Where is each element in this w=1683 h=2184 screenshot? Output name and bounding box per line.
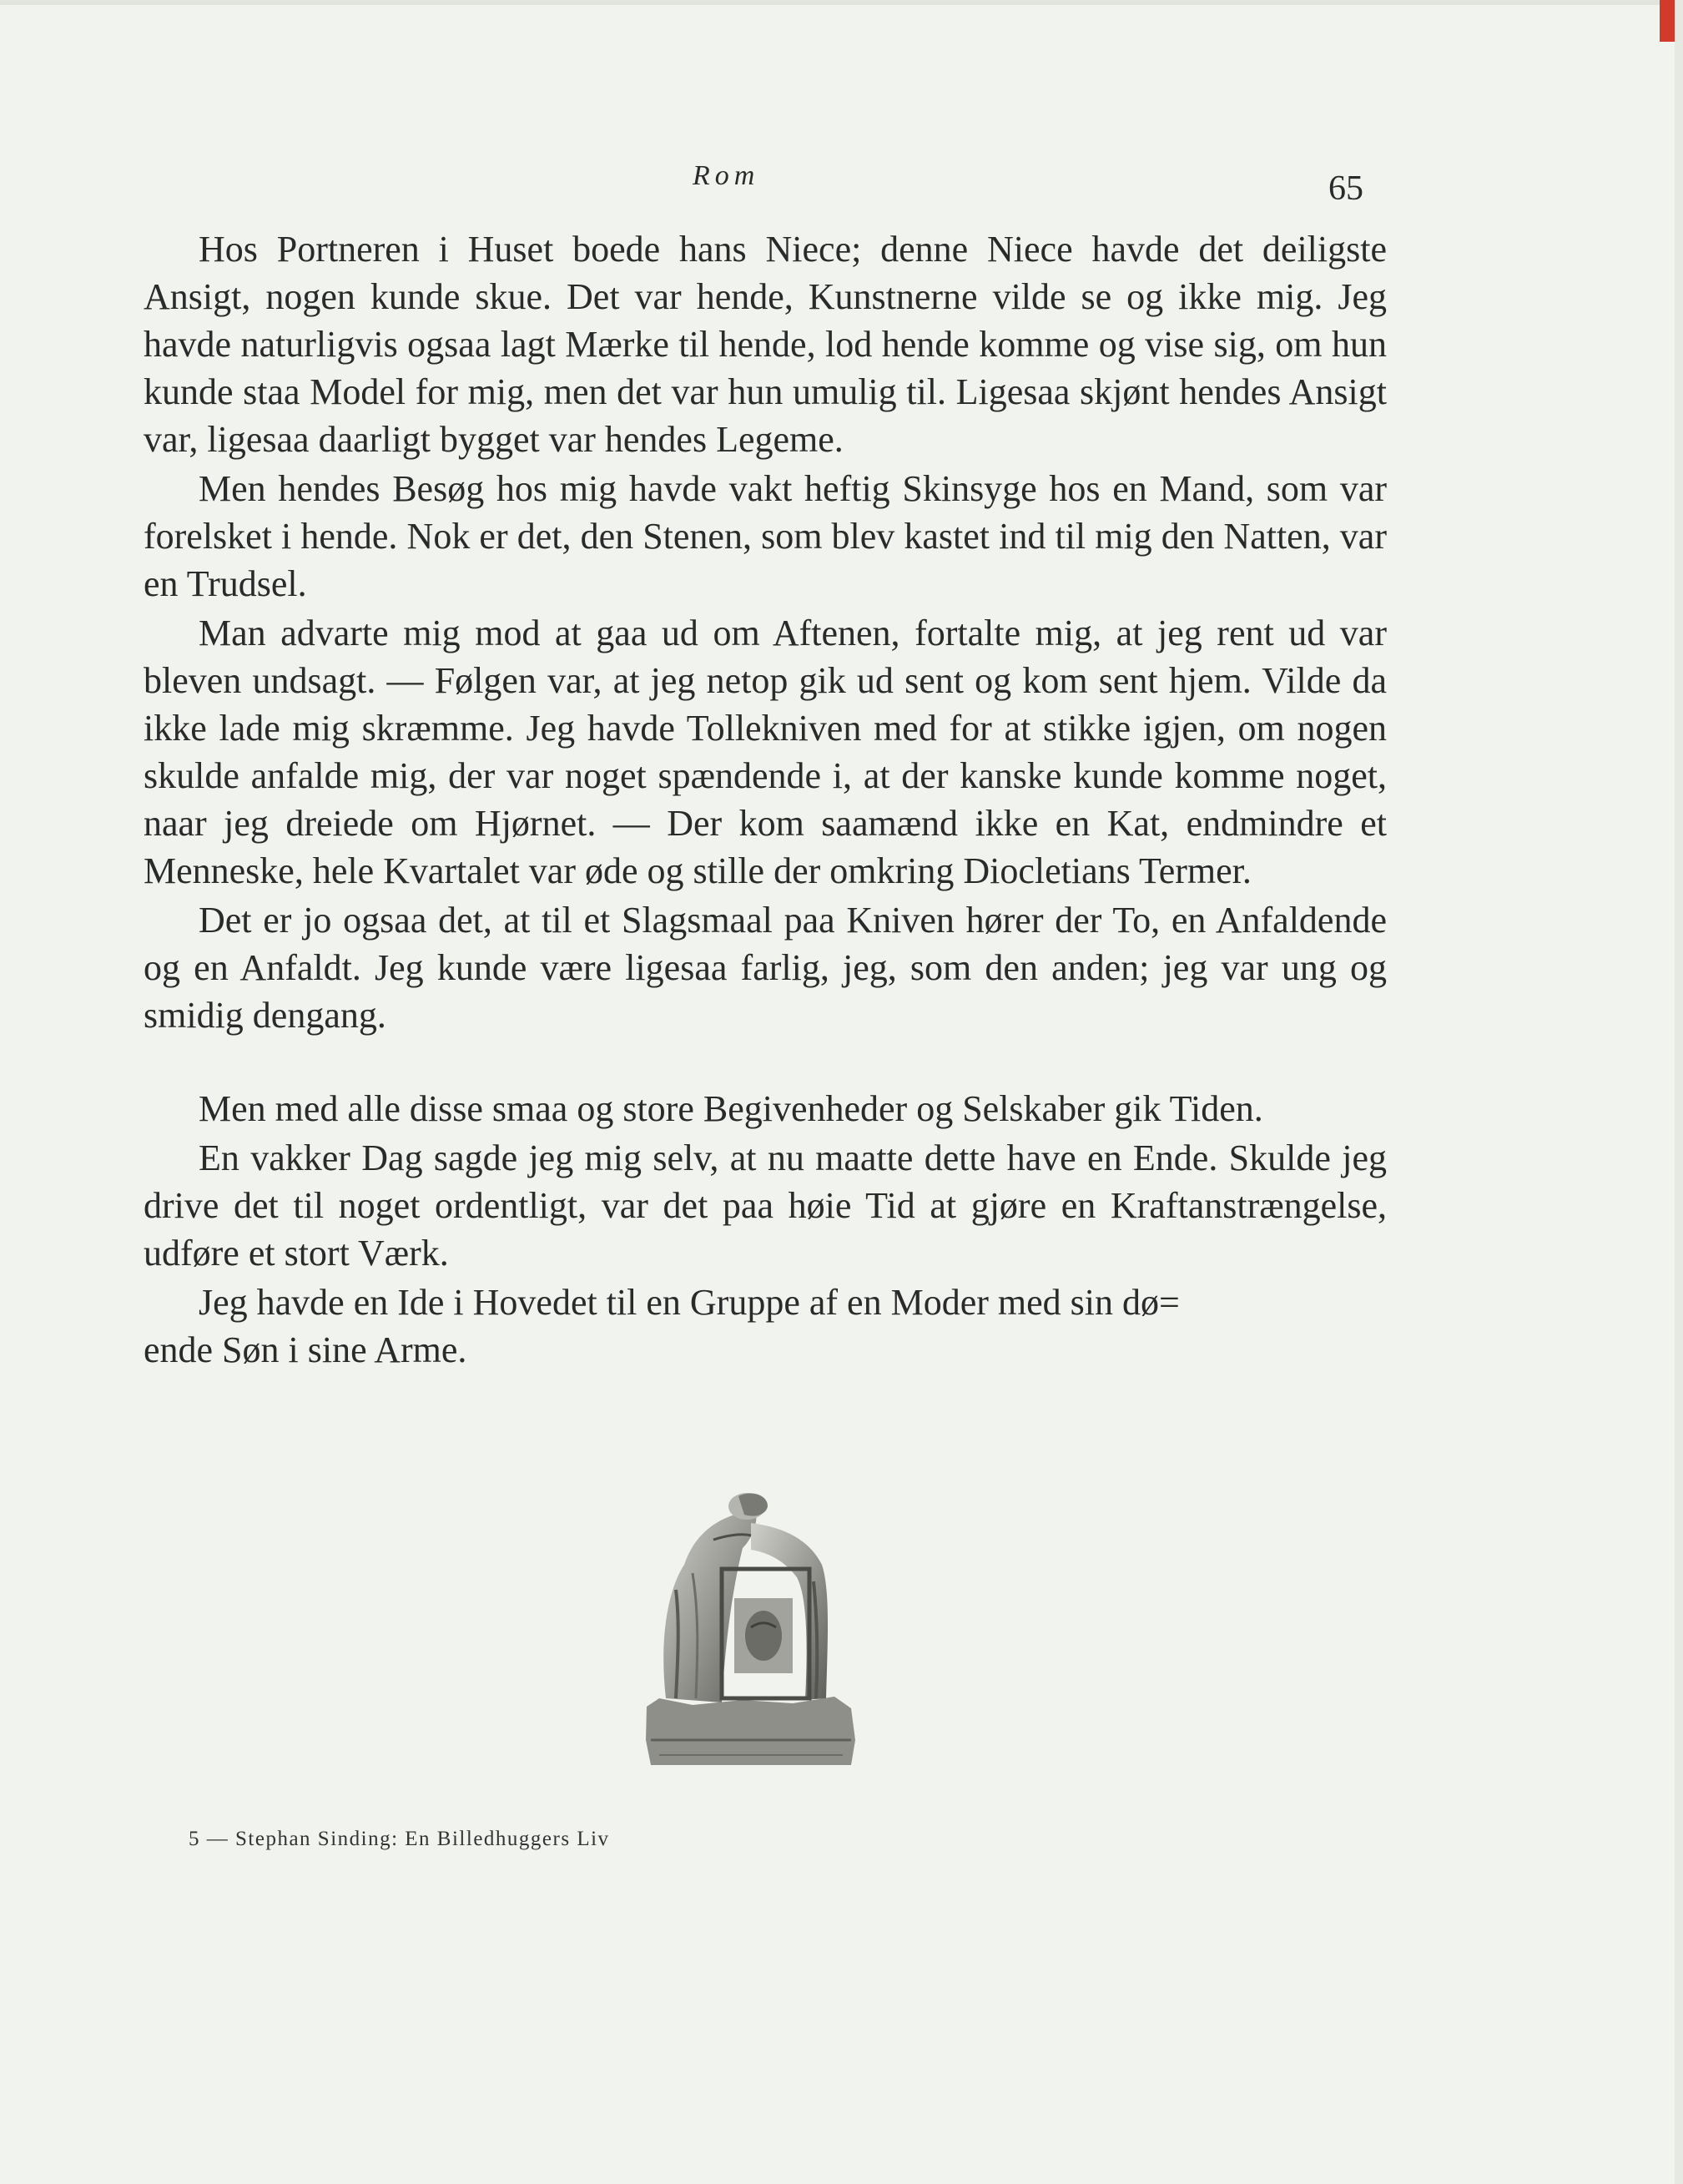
running-title: Rom [693, 160, 760, 191]
page-edge-top [0, 0, 1683, 5]
paragraph: En vakker Dag sagde jeg mig selv, at nu maatte dette have en Ende. Skulde jeg drive det til noget ordentligt, var det paa høie Tid at gjøre en Kraftanstrængelse, udføre et stort Værk. [144, 1137, 1387, 1274]
signature-line: 5 — Stephan Sinding: En Billedhuggers Liv [189, 1828, 610, 1850]
paragraph: Jeg havde en Ide i Hovedet til en Gruppe af en Moder med sin dø= ende Søn i sine Arme. [144, 1282, 1180, 1370]
body-text [144, 225, 1387, 1375]
running-head [0, 160, 1683, 210]
paragraph: Hos Portneren i Huset boede hans Niece; denne Niece havde det deiligste Ansigt, nogen kunde skue. Det var hende, Kunstnerne vilde se og ikke mig. Jeg havde naturligvis ogsaa lagt Mærke til hende, lod hende komme og vise sig, om hun kunde staa Model for mig, men det var hun umulig til. Ligesaa skjønt hendes Ansigt var, ligesaa daarligt bygget var hendes Legeme. [144, 229, 1387, 460]
paragraph: Men hendes Besøg hos mig havde vakt heftig Skinsyge hos en Mand, som var forelsket i hende. Nok er det, den Stenen, som blev kastet ind til mig den Natten, var en Trudsel. [144, 468, 1387, 604]
paragraph: Men med alle disse smaa og store Begivenheder og Selskaber gik Tiden. [199, 1088, 1263, 1129]
page-number: 65 [1328, 169, 1363, 208]
sculpture-sketch-icon [642, 1490, 859, 1773]
page-edge-right [1675, 0, 1683, 2184]
paragraph: Det er jo ogsaa det, at til et Slagsmaal paa Kniven hører der To, en Anfaldende og en Anfaldt. Jeg kunde være ligesaa farlig, jeg, som den anden; jeg var ung og smidig dengang. [144, 900, 1387, 1036]
corner-color-mark [1660, 0, 1675, 42]
paragraph: Man advarte mig mod at gaa ud om Aftenen, fortalte mig, at jeg rent ud var bleven undsagt. — Følgen var, at jeg netop gik ud sent og kom sent hjem. Vilde da ikke lade mig skræmme. Jeg havde Tollekniven med for at stikke igjen, om nogen skulde anfalde mig, der var noget spændende i, at der kanske kunde komme noget, naar jeg dreiede om Hjørnet. — Der kom saamænd ikke en Kat, endmindre et Menneske, hele Kvartalet var øde og stille der omkring Diocletians Termer. [144, 613, 1387, 891]
